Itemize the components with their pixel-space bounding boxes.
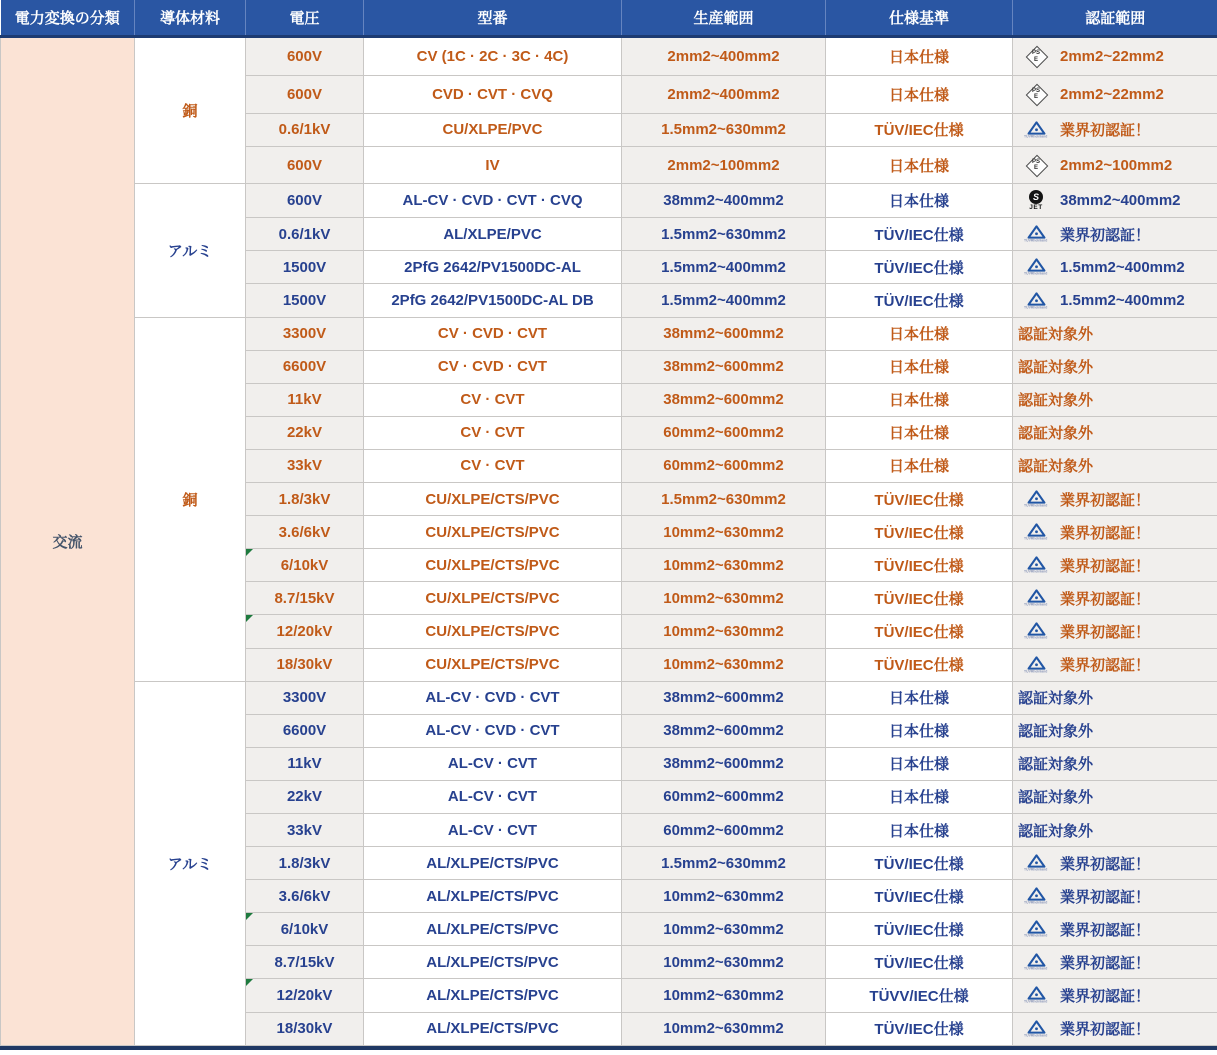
certification-cell bbox=[1013, 251, 1217, 284]
production-range-cell: 2mm2~400mm2 bbox=[622, 76, 826, 114]
production-range-cell: 1.5mm2~400mm2 bbox=[622, 284, 826, 317]
material-cell: 銅 bbox=[135, 37, 246, 184]
model-cell: CV · CVT bbox=[364, 416, 622, 449]
voltage-cell bbox=[246, 37, 364, 76]
certification-range-text: 業界初認証！ bbox=[1060, 657, 1151, 675]
certification-content bbox=[1013, 258, 1217, 276]
model-cell: AL/XLPE/CTS/PVC bbox=[364, 913, 622, 946]
certification-content bbox=[1013, 82, 1217, 106]
production-range-cell: 10mm2~630mm2 bbox=[622, 615, 826, 648]
comment-marker-icon bbox=[246, 979, 253, 986]
voltage-value: 0.6/1kV bbox=[278, 225, 331, 243]
voltage-cell bbox=[246, 317, 364, 350]
voltage-value: 1.8/3kV bbox=[278, 490, 331, 508]
production-range-cell: 10mm2~630mm2 bbox=[622, 648, 826, 681]
tuv-icon: TÜVRheinland bbox=[1024, 121, 1048, 139]
voltage-value: 18/30kV bbox=[276, 1020, 333, 1038]
material-cell: 銅 bbox=[135, 317, 246, 681]
production-range-cell: 38mm2~600mm2 bbox=[622, 714, 826, 747]
voltage-value: 600V bbox=[286, 156, 323, 174]
certification-content bbox=[1013, 190, 1217, 212]
model-cell: CV · CVT bbox=[364, 383, 622, 416]
certification-cell bbox=[1013, 449, 1217, 482]
voltage-cell bbox=[246, 1012, 364, 1045]
certification-cell bbox=[1013, 847, 1217, 880]
voltage-cell bbox=[246, 780, 364, 813]
model-cell: AL-CV · CVD · CVT · CVQ bbox=[364, 184, 622, 218]
voltage-value: 6600V bbox=[282, 722, 327, 740]
voltage-cell bbox=[246, 582, 364, 615]
production-range-cell: 38mm2~600mm2 bbox=[622, 747, 826, 780]
certification-cell bbox=[1013, 549, 1217, 582]
tuv-icon: TÜVRheinland bbox=[1024, 258, 1048, 276]
table-header bbox=[1, 0, 1217, 37]
model-cell: CV (1C · 2C · 3C · 4C) bbox=[364, 37, 622, 76]
standard-cell: TÜV/IEC仕様 bbox=[826, 615, 1013, 648]
model-cell: AL-CV · CVD · CVT bbox=[364, 681, 622, 714]
voltage-cell bbox=[246, 681, 364, 714]
model-cell: AL/XLPE/CTS/PVC bbox=[364, 946, 622, 979]
table-row bbox=[1, 317, 1217, 350]
voltage-cell bbox=[246, 913, 364, 946]
certification-range-text: 業界初認証！ bbox=[1060, 557, 1151, 575]
standard-cell: TÜV/IEC仕様 bbox=[826, 218, 1013, 251]
model-cell: CU/XLPE/CTS/PVC bbox=[364, 483, 622, 516]
voltage-value: 6/10kV bbox=[280, 556, 329, 574]
standard-cell: 日本仕様 bbox=[826, 681, 1013, 714]
tuv-icon: TÜVRheinland bbox=[1024, 622, 1048, 640]
certification-cell bbox=[1013, 146, 1217, 184]
column-header: 生産範囲 bbox=[622, 0, 826, 37]
certification-range-text: 認証対象外 bbox=[1018, 425, 1094, 443]
production-range-cell: 38mm2~400mm2 bbox=[622, 184, 826, 218]
certification-range-text: 1.5mm2~400mm2 bbox=[1060, 292, 1185, 310]
model-cell: 2PfG 2642/PV1500DC-AL DB bbox=[364, 284, 622, 317]
certification-cell bbox=[1013, 946, 1217, 979]
jet-icon: S JET bbox=[1029, 191, 1043, 212]
production-range-cell: 10mm2~630mm2 bbox=[622, 979, 826, 1012]
voltage-value: 600V bbox=[286, 192, 323, 210]
model-cell: CV · CVT bbox=[364, 449, 622, 482]
voltage-cell bbox=[246, 847, 364, 880]
model-cell: AL-CV · CVT bbox=[364, 780, 622, 813]
production-range-cell: 38mm2~600mm2 bbox=[622, 681, 826, 714]
certification-content bbox=[1013, 588, 1217, 609]
model-cell: CU/XLPE/PVC bbox=[364, 113, 622, 146]
certification-content bbox=[1013, 952, 1217, 973]
certification-content bbox=[1013, 1018, 1217, 1039]
production-range-cell: 10mm2~630mm2 bbox=[622, 549, 826, 582]
production-range-cell: 60mm2~600mm2 bbox=[622, 449, 826, 482]
table-row bbox=[1, 681, 1217, 714]
standard-cell: 日本仕様 bbox=[826, 813, 1013, 846]
standard-cell: 日本仕様 bbox=[826, 184, 1013, 218]
standard-cell: 日本仕様 bbox=[826, 714, 1013, 747]
production-range-cell: 38mm2~600mm2 bbox=[622, 383, 826, 416]
certification-cell bbox=[1013, 582, 1217, 615]
column-header: 仕様基準 bbox=[826, 0, 1013, 37]
certification-content bbox=[1013, 292, 1217, 310]
voltage-cell bbox=[246, 146, 364, 184]
voltage-value: 1.8/3kV bbox=[278, 854, 331, 872]
voltage-cell bbox=[246, 350, 364, 383]
voltage-cell bbox=[246, 449, 364, 482]
pse-icon: PS E bbox=[1024, 153, 1048, 177]
model-cell: CVD · CVT · CVQ bbox=[364, 76, 622, 114]
model-cell: CV · CVD · CVT bbox=[364, 350, 622, 383]
certification-range-text: 業界初認証！ bbox=[1060, 921, 1151, 939]
tuv-icon: TÜVRheinland bbox=[1024, 556, 1048, 574]
tuv-icon: TÜVRheinland bbox=[1024, 986, 1048, 1004]
voltage-cell bbox=[246, 549, 364, 582]
certification-range-text: 認証対象外 bbox=[1018, 359, 1094, 377]
production-range-cell: 10mm2~630mm2 bbox=[622, 946, 826, 979]
certification-cell bbox=[1013, 317, 1217, 350]
production-range-cell: 10mm2~630mm2 bbox=[622, 582, 826, 615]
standard-cell: TÜV/IEC仕様 bbox=[826, 648, 1013, 681]
model-cell: 2PfG 2642/PV1500DC-AL bbox=[364, 251, 622, 284]
standard-cell: 日本仕様 bbox=[826, 146, 1013, 184]
column-header: 電圧 bbox=[246, 0, 364, 37]
model-cell: CU/XLPE/CTS/PVC bbox=[364, 615, 622, 648]
certification-range-text: 認証対象外 bbox=[1018, 723, 1094, 741]
certification-range-text: 業界初認証！ bbox=[1060, 987, 1151, 1005]
certification-range-text: 認証対象外 bbox=[1018, 822, 1094, 840]
comment-marker-icon bbox=[246, 913, 253, 920]
model-cell: IV bbox=[364, 146, 622, 184]
production-range-cell: 38mm2~600mm2 bbox=[622, 350, 826, 383]
standard-cell: TÜV/IEC仕様 bbox=[826, 113, 1013, 146]
standard-cell: 日本仕様 bbox=[826, 780, 1013, 813]
production-range-cell: 1.5mm2~630mm2 bbox=[622, 483, 826, 516]
tuv-icon: TÜVRheinland bbox=[1024, 225, 1048, 243]
voltage-value: 33kV bbox=[286, 457, 323, 475]
voltage-value: 8.7/15kV bbox=[274, 589, 335, 607]
certification-range-text: 業界初認証！ bbox=[1060, 122, 1151, 140]
certification-cell bbox=[1013, 218, 1217, 251]
comment-marker-icon bbox=[246, 549, 253, 556]
certification-range-text: 2mm2~22mm2 bbox=[1060, 85, 1164, 103]
standard-cell: 日本仕様 bbox=[826, 37, 1013, 76]
certification-cell bbox=[1013, 747, 1217, 780]
voltage-cell bbox=[246, 483, 364, 516]
model-cell: AL/XLPE/CTS/PVC bbox=[364, 880, 622, 913]
voltage-value: 12/20kV bbox=[276, 622, 333, 640]
voltage-cell bbox=[246, 979, 364, 1012]
production-range-cell: 60mm2~600mm2 bbox=[622, 780, 826, 813]
model-cell: CU/XLPE/CTS/PVC bbox=[364, 582, 622, 615]
certification-cell bbox=[1013, 76, 1217, 114]
voltage-cell bbox=[246, 251, 364, 284]
production-range-cell: 10mm2~630mm2 bbox=[622, 880, 826, 913]
certification-range-text: 38mm2~400mm2 bbox=[1060, 192, 1181, 210]
voltage-cell bbox=[246, 76, 364, 114]
voltage-cell bbox=[246, 218, 364, 251]
column-header: 電力変換の分類 bbox=[1, 0, 135, 37]
standard-cell: TÜV/IEC仕様 bbox=[826, 483, 1013, 516]
tuv-icon: TÜVRheinland bbox=[1024, 920, 1048, 938]
certification-range-text: 業界初認証！ bbox=[1060, 491, 1151, 509]
voltage-value: 33kV bbox=[286, 821, 323, 839]
certification-cell bbox=[1013, 979, 1217, 1012]
certification-cell bbox=[1013, 184, 1217, 218]
model-cell: CU/XLPE/CTS/PVC bbox=[364, 549, 622, 582]
certification-cell bbox=[1013, 516, 1217, 549]
certification-cell bbox=[1013, 681, 1217, 714]
certification-content bbox=[1013, 153, 1217, 177]
certification-range-text: 認証対象外 bbox=[1018, 756, 1094, 774]
production-range-cell: 1.5mm2~630mm2 bbox=[622, 113, 826, 146]
standard-cell: 日本仕様 bbox=[826, 383, 1013, 416]
certification-range-text: 認証対象外 bbox=[1018, 392, 1094, 410]
production-range-cell: 10mm2~630mm2 bbox=[622, 1012, 826, 1045]
standard-cell: TÜV/IEC仕様 bbox=[826, 284, 1013, 317]
voltage-cell bbox=[246, 747, 364, 780]
voltage-cell bbox=[246, 416, 364, 449]
table-row bbox=[1, 184, 1217, 218]
certification-range-text: 認証対象外 bbox=[1018, 690, 1094, 708]
voltage-cell bbox=[246, 516, 364, 549]
certification-cell bbox=[1013, 714, 1217, 747]
standard-cell: 日本仕様 bbox=[826, 76, 1013, 114]
model-cell: CU/XLPE/CTS/PVC bbox=[364, 648, 622, 681]
tuv-icon: TÜVRheinland bbox=[1024, 523, 1048, 541]
certification-cell bbox=[1013, 350, 1217, 383]
certification-range-text: 業界初認証！ bbox=[1060, 524, 1151, 542]
model-cell: AL/XLPE/CTS/PVC bbox=[364, 1012, 622, 1045]
certification-cell bbox=[1013, 483, 1217, 516]
certification-cell bbox=[1013, 37, 1217, 76]
certification-cell bbox=[1013, 615, 1217, 648]
standard-cell: TÜVV/IEC仕様 bbox=[826, 979, 1013, 1012]
standard-cell: 日本仕様 bbox=[826, 747, 1013, 780]
model-cell: AL-CV · CVD · CVT bbox=[364, 714, 622, 747]
standard-cell: TÜV/IEC仕様 bbox=[826, 549, 1013, 582]
model-cell: AL-CV · CVT bbox=[364, 747, 622, 780]
certification-cell bbox=[1013, 113, 1217, 146]
certification-range-text: 業界初認証！ bbox=[1060, 590, 1151, 608]
standard-cell: 日本仕様 bbox=[826, 449, 1013, 482]
standard-cell: TÜV/IEC仕様 bbox=[826, 913, 1013, 946]
voltage-cell bbox=[246, 880, 364, 913]
model-cell: AL/XLPE/CTS/PVC bbox=[364, 847, 622, 880]
model-cell: AL-CV · CVT bbox=[364, 813, 622, 846]
model-cell: CV · CVD · CVT bbox=[364, 317, 622, 350]
certification-range-text: 業界初認証！ bbox=[1060, 855, 1151, 873]
voltage-value: 3300V bbox=[282, 689, 327, 707]
column-header: 認証範囲 bbox=[1013, 0, 1217, 37]
table-row bbox=[1, 37, 1217, 76]
pse-icon: PS E bbox=[1024, 82, 1048, 106]
certification-content bbox=[1013, 654, 1217, 675]
tuv-icon: TÜVRheinland bbox=[1024, 953, 1048, 971]
certification-content bbox=[1013, 919, 1217, 940]
tuv-icon: TÜVRheinland bbox=[1024, 589, 1048, 607]
certification-range-text: 2mm2~100mm2 bbox=[1060, 156, 1173, 174]
certification-range-text: 業界初認証！ bbox=[1060, 623, 1151, 641]
voltage-value: 11kV bbox=[287, 755, 322, 773]
standard-cell: TÜV/IEC仕様 bbox=[826, 847, 1013, 880]
certification-content bbox=[1013, 489, 1217, 510]
standard-cell: 日本仕様 bbox=[826, 317, 1013, 350]
standard-cell: TÜV/IEC仕様 bbox=[826, 251, 1013, 284]
tuv-icon: TÜVRheinland bbox=[1024, 854, 1048, 872]
column-header: 型番 bbox=[364, 0, 622, 37]
production-range-cell: 60mm2~600mm2 bbox=[622, 416, 826, 449]
certification-range-text: 業界初認証！ bbox=[1060, 954, 1151, 972]
voltage-cell bbox=[246, 284, 364, 317]
voltage-cell bbox=[246, 946, 364, 979]
certification-cell bbox=[1013, 383, 1217, 416]
voltage-value: 1500V bbox=[282, 258, 327, 276]
certification-content bbox=[1013, 224, 1217, 245]
production-range-cell: 60mm2~600mm2 bbox=[622, 813, 826, 846]
standard-cell: TÜV/IEC仕様 bbox=[826, 1012, 1013, 1045]
model-cell: AL/XLPE/CTS/PVC bbox=[364, 979, 622, 1012]
column-header: 導体材料 bbox=[135, 0, 246, 37]
production-range-cell: 10mm2~630mm2 bbox=[622, 913, 826, 946]
certification-content bbox=[1013, 886, 1217, 907]
certification-range-text: 業界初認証！ bbox=[1060, 226, 1151, 244]
certification-content bbox=[1013, 853, 1217, 874]
certification-range-text: 業界初認証！ bbox=[1060, 888, 1151, 906]
certification-range-text: 業界初認証！ bbox=[1060, 1021, 1151, 1039]
certification-range-text: 認証対象外 bbox=[1018, 326, 1094, 344]
standard-cell: TÜV/IEC仕様 bbox=[826, 946, 1013, 979]
voltage-cell bbox=[246, 648, 364, 681]
certification-cell bbox=[1013, 913, 1217, 946]
tuv-icon: TÜVRheinland bbox=[1024, 292, 1048, 310]
voltage-value: 600V bbox=[286, 48, 323, 66]
production-range-cell: 38mm2~600mm2 bbox=[622, 317, 826, 350]
certification-cell bbox=[1013, 1012, 1217, 1045]
voltage-value: 8.7/15kV bbox=[274, 953, 335, 971]
table-bottom-rule bbox=[0, 1046, 1217, 1050]
certification-content bbox=[1013, 555, 1217, 576]
certification-content bbox=[1013, 45, 1217, 69]
standard-cell: 日本仕様 bbox=[826, 416, 1013, 449]
voltage-value: 3300V bbox=[282, 325, 327, 343]
model-cell: AL/XLPE/PVC bbox=[364, 218, 622, 251]
production-range-cell: 1.5mm2~630mm2 bbox=[622, 847, 826, 880]
voltage-value: 11kV bbox=[287, 391, 322, 409]
certification-range-text: 2mm2~22mm2 bbox=[1060, 48, 1164, 66]
voltage-value: 6/10kV bbox=[280, 920, 329, 938]
production-range-cell: 10mm2~630mm2 bbox=[622, 516, 826, 549]
tuv-icon: TÜVRheinland bbox=[1024, 656, 1048, 674]
voltage-value: 0.6/1kV bbox=[278, 121, 331, 139]
certification-cell bbox=[1013, 780, 1217, 813]
standard-cell: 日本仕様 bbox=[826, 350, 1013, 383]
voltage-value: 3.6/6kV bbox=[278, 887, 331, 905]
voltage-cell bbox=[246, 113, 364, 146]
certification-content bbox=[1013, 119, 1217, 140]
certification-cell bbox=[1013, 813, 1217, 846]
voltage-value: 600V bbox=[286, 85, 323, 103]
certification-content bbox=[1013, 522, 1217, 543]
production-range-cell: 1.5mm2~630mm2 bbox=[622, 218, 826, 251]
certification-range-text: 認証対象外 bbox=[1018, 789, 1094, 807]
voltage-value: 18/30kV bbox=[276, 656, 333, 674]
comment-marker-icon bbox=[246, 615, 253, 622]
voltage-value: 6600V bbox=[282, 358, 327, 376]
material-cell: アルミ bbox=[135, 184, 246, 317]
voltage-value: 1500V bbox=[282, 292, 327, 310]
voltage-value: 12/20kV bbox=[276, 986, 333, 1004]
voltage-cell bbox=[246, 714, 364, 747]
tuv-icon: TÜVRheinland bbox=[1024, 490, 1048, 508]
certification-content bbox=[1013, 985, 1217, 1006]
certification-content bbox=[1013, 621, 1217, 642]
production-range-cell: 1.5mm2~400mm2 bbox=[622, 251, 826, 284]
production-range-cell: 2mm2~100mm2 bbox=[622, 146, 826, 184]
certification-cell bbox=[1013, 416, 1217, 449]
certification-cell bbox=[1013, 880, 1217, 913]
certification-cell bbox=[1013, 648, 1217, 681]
voltage-value: 22kV bbox=[286, 424, 323, 442]
pse-icon: PS E bbox=[1024, 45, 1048, 69]
tuv-icon: TÜVRheinland bbox=[1024, 1020, 1048, 1038]
power-class-cell: 交流 bbox=[1, 37, 135, 1046]
voltage-cell bbox=[246, 813, 364, 846]
certification-range-text: 1.5mm2~400mm2 bbox=[1060, 258, 1185, 276]
tuv-icon: TÜVRheinland bbox=[1024, 887, 1048, 905]
voltage-cell bbox=[246, 184, 364, 218]
standard-cell: TÜV/IEC仕様 bbox=[826, 582, 1013, 615]
table-body bbox=[1, 37, 1217, 1046]
standard-cell: TÜV/IEC仕様 bbox=[826, 516, 1013, 549]
voltage-cell bbox=[246, 383, 364, 416]
certification-cell bbox=[1013, 284, 1217, 317]
voltage-value: 3.6/6kV bbox=[278, 523, 331, 541]
production-range-cell: 2mm2~400mm2 bbox=[622, 37, 826, 76]
voltage-value: 22kV bbox=[286, 788, 323, 806]
voltage-cell bbox=[246, 615, 364, 648]
model-cell: CU/XLPE/CTS/PVC bbox=[364, 516, 622, 549]
standard-cell: TÜV/IEC仕様 bbox=[826, 880, 1013, 913]
material-cell: アルミ bbox=[135, 681, 246, 1045]
certification-range-text: 認証対象外 bbox=[1018, 458, 1094, 476]
